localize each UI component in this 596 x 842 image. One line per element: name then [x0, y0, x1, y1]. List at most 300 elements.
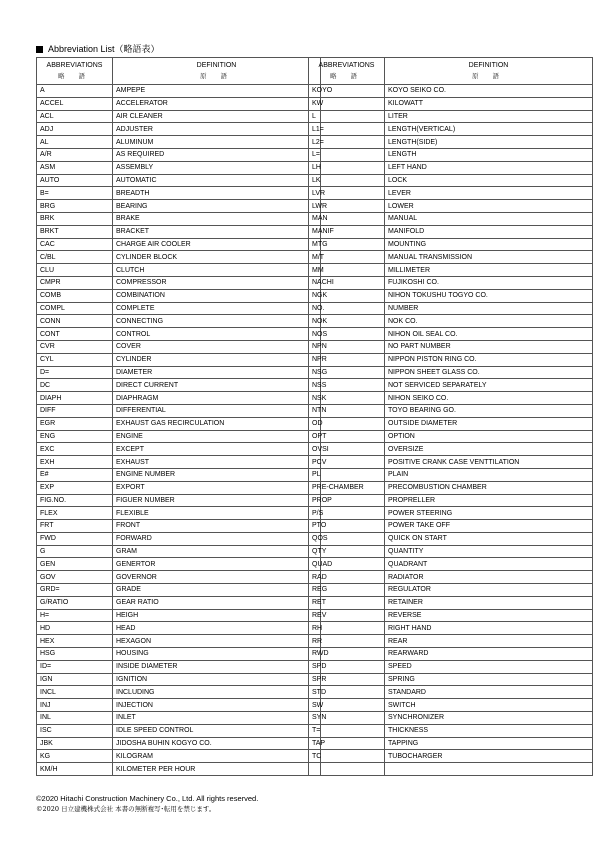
table-row [37, 212, 321, 225]
definition-cell: CYLINDER [113, 353, 321, 366]
definition-header-jp: 原 語 [471, 72, 506, 80]
definition-cell: REARWARD [385, 648, 593, 661]
definition-cell: COMPLETE [113, 302, 321, 315]
abbreviation-cell: G/RATIO [37, 596, 113, 609]
abbreviation-cell: QOS [309, 532, 385, 545]
table-row [309, 532, 593, 545]
table-row [309, 97, 593, 110]
table-row [309, 622, 593, 635]
abbreviation-cell: L= [309, 148, 385, 161]
definition-header-jp: 原 語 [199, 72, 234, 80]
definition-cell: FRONT [113, 520, 321, 533]
table-row [37, 622, 321, 635]
table-row [37, 136, 321, 149]
abbreviation-cell: L2= [309, 136, 385, 149]
table-row [37, 609, 321, 622]
definition-cell: CHARGE AIR COOLER [113, 238, 321, 251]
table-row [37, 315, 321, 328]
abbreviation-cell: NGK [309, 289, 385, 302]
definition-cell: EXHAUST [113, 456, 321, 469]
definition-cell: INCLUDING [113, 686, 321, 699]
definition-cell: ENGINE NUMBER [113, 468, 321, 481]
definition-cell: COMBINATION [113, 289, 321, 302]
abbreviation-cell: CLU [37, 264, 113, 277]
table-row [37, 200, 321, 213]
abbreviation-cell: BRK [37, 212, 113, 225]
table-row [37, 123, 321, 136]
definition-cell: DIAMETER [113, 366, 321, 379]
table-row [37, 392, 321, 405]
table-row [309, 545, 593, 558]
definition-cell: ASSEMBLY [113, 161, 321, 174]
abbreviation-cell: D= [37, 366, 113, 379]
table-row [309, 443, 593, 456]
abbreviation-cell: H= [37, 609, 113, 622]
abbreviation-cell: ID= [37, 660, 113, 673]
table-row [37, 520, 321, 533]
definition-cell: NOK CO. [385, 315, 593, 328]
table-row [309, 136, 593, 149]
definition-cell: NUMBER [385, 302, 593, 315]
abbreviation-cell: PRE-CHAMBER [309, 481, 385, 494]
table-row [309, 558, 593, 571]
definition-cell: LEFT HAND [385, 161, 593, 174]
definition-cell: AS REQUIRED [113, 148, 321, 161]
abbreviation-cell: RH [309, 622, 385, 635]
definition-cell: AUTOMATIC [113, 174, 321, 187]
abbreviation-cell: CONT [37, 328, 113, 341]
table-row [309, 276, 593, 289]
table-row [309, 212, 593, 225]
table-row [37, 737, 321, 750]
abbreviation-cell: NOK [309, 315, 385, 328]
definition-cell: COMPRESSOR [113, 276, 321, 289]
table-row [37, 328, 321, 341]
abbreviation-cell: HD [37, 622, 113, 635]
definition-cell: MANUAL [385, 212, 593, 225]
definition-cell: CONNECTING [113, 315, 321, 328]
copyright-english: ©2020 Hitachi Construction Machinery Co., Ltd. All rights reserved. [36, 794, 259, 803]
definition-cell: FUJIKOSHI CO. [385, 276, 593, 289]
table-row [309, 507, 593, 520]
abbreviation-cell: FRT [37, 520, 113, 533]
definition-cell: EXPORT [113, 481, 321, 494]
table-row [37, 443, 321, 456]
table-row [309, 417, 593, 430]
table-row [37, 404, 321, 417]
table-row [37, 712, 321, 725]
definition-cell: ALUMINUM [113, 136, 321, 149]
abbreviation-cell: INCL [37, 686, 113, 699]
table-row [309, 520, 593, 533]
abbreviation-cell: IGN [37, 673, 113, 686]
abbreviation-cell: DIFF [37, 404, 113, 417]
table-row [37, 558, 321, 571]
table-row [309, 264, 593, 277]
abbreviations-header-label: ABBREVIATIONS [46, 62, 103, 69]
abbreviation-cell: L1= [309, 123, 385, 136]
definition-cell: ADJUSTER [113, 123, 321, 136]
abbreviation-cell: QUAD [309, 558, 385, 571]
table-row [309, 353, 593, 366]
table-row [37, 417, 321, 430]
definition-cell: KOYO SEIKO CO. [385, 85, 593, 98]
table-header-row [37, 58, 321, 85]
table-row [37, 507, 321, 520]
abbreviation-cell: NPR [309, 353, 385, 366]
table-row [309, 596, 593, 609]
abbreviation-cell: L [309, 110, 385, 123]
abbreviation-cell: BRG [37, 200, 113, 213]
abbreviation-cell: OD [309, 417, 385, 430]
table-row [37, 648, 321, 661]
abbreviations-header-jp: 略 語 [57, 72, 92, 80]
table-row [37, 238, 321, 251]
abbreviation-cell: E# [37, 468, 113, 481]
abbreviation-cell: JBK [37, 737, 113, 750]
abbreviation-cell: KG [37, 750, 113, 763]
definition-cell: BRACKET [113, 225, 321, 238]
definition-cell: BREADTH [113, 187, 321, 200]
definition-cell: NIPPON PISTON RING CO. [385, 353, 593, 366]
definition-cell: POWER TAKE OFF [385, 520, 593, 533]
definition-cell: QUICK ON START [385, 532, 593, 545]
abbreviation-cell: GRD= [37, 584, 113, 597]
abbreviation-cell: NOS [309, 328, 385, 341]
abbreviation-cell: COMPL [37, 302, 113, 315]
abbreviation-cell: ISC [37, 724, 113, 737]
definition-cell: OPTION [385, 430, 593, 443]
table-row [309, 174, 593, 187]
table-row [309, 161, 593, 174]
definition-cell: INLET [113, 712, 321, 725]
table-row [37, 264, 321, 277]
abbreviation-cell: HEX [37, 635, 113, 648]
table-row [37, 148, 321, 161]
definition-header-label: DEFINITION [468, 62, 509, 69]
table-row [309, 673, 593, 686]
definition-cell: BEARING [113, 200, 321, 213]
table-row [309, 481, 593, 494]
definition-cell: GRAM [113, 545, 321, 558]
table-row [37, 596, 321, 609]
table-row [309, 763, 593, 776]
abbreviation-cell [309, 763, 385, 776]
abbreviation-cell: PTO [309, 520, 385, 533]
definition-cell: OUTSIDE DIAMETER [385, 417, 593, 430]
abbreviation-cell: FWD [37, 532, 113, 545]
definition-cell: LENGTH(VERTICAL) [385, 123, 593, 136]
table-row [37, 161, 321, 174]
abbreviations-header [37, 58, 113, 85]
definition-cell: NIPPON SHEET GLASS CO. [385, 366, 593, 379]
table-row [37, 110, 321, 123]
abbreviation-cell: CYL [37, 353, 113, 366]
square-bullet-icon [36, 46, 43, 53]
definition-cell: CONTROL [113, 328, 321, 341]
definition-cell: AIR CLEANER [113, 110, 321, 123]
definition-cell: NIHON OIL SEAL CO. [385, 328, 593, 341]
abbreviation-cell: NACHI [309, 276, 385, 289]
abbreviation-cell: PL [309, 468, 385, 481]
definition-cell: QUADRANT [385, 558, 593, 571]
copyright-japanese: ©2020 日立建機株式会社 本書の無断複写･転用を禁じます。 [36, 805, 216, 813]
table-row [37, 750, 321, 763]
table-row [309, 187, 593, 200]
definition-cell: ACCELERATOR [113, 97, 321, 110]
definition-cell: LENGTH [385, 148, 593, 161]
abbreviation-cell: KOYO [309, 85, 385, 98]
definition-cell: DIAPHRAGM [113, 392, 321, 405]
definition-cell: KILOMETER PER HOUR [113, 763, 321, 776]
definition-cell: FIGUER NUMBER [113, 494, 321, 507]
abbreviation-cell: RET [309, 596, 385, 609]
abbreviation-cell: INJ [37, 699, 113, 712]
abbreviation-cell: A [37, 85, 113, 98]
abbreviation-cell: NSS [309, 379, 385, 392]
definition-cell: AMPEPE [113, 85, 321, 98]
definition-cell: LEVER [385, 187, 593, 200]
definition-cell: ENGINE [113, 430, 321, 443]
abbreviation-cell: SPR [309, 673, 385, 686]
definition-cell: SPRING [385, 673, 593, 686]
table-row [309, 225, 593, 238]
abbreviations-header-jp: 略 語 [329, 72, 364, 80]
definition-cell: HEAD [113, 622, 321, 635]
page-title [36, 44, 160, 55]
abbreviation-cell: FIG.NO. [37, 494, 113, 507]
table-row [309, 251, 593, 264]
table-row [309, 404, 593, 417]
abbreviation-cell: C/BL [37, 251, 113, 264]
table-row [309, 468, 593, 481]
abbreviation-cell: RAD [309, 571, 385, 584]
table-row [309, 686, 593, 699]
abbreviation-cell: BRKT [37, 225, 113, 238]
abbreviation-cell: FLEX [37, 507, 113, 520]
table-row [309, 392, 593, 405]
definition-cell: SYNCHRONIZER [385, 712, 593, 725]
abbreviation-cell: MANIF [309, 225, 385, 238]
definition-cell: FORWARD [113, 532, 321, 545]
table-row [37, 302, 321, 315]
definition-cell: COVER [113, 340, 321, 353]
abbreviation-cell: NPN [309, 340, 385, 353]
abbreviation-cell: TAP [309, 737, 385, 750]
definition-cell: LOCK [385, 174, 593, 187]
definition-cell: EXCEPT [113, 443, 321, 456]
abbreviation-cell: NTN [309, 404, 385, 417]
definition-cell: LENGTH(SIDE) [385, 136, 593, 149]
definition-cell: RETAINER [385, 596, 593, 609]
table-row [37, 174, 321, 187]
definition-cell: GENERTOR [113, 558, 321, 571]
abbreviation-cell: RWD [309, 648, 385, 661]
definition-cell [385, 763, 593, 776]
abbreviation-cell: PROP [309, 494, 385, 507]
definition-cell: INJECTION [113, 699, 321, 712]
abbreviation-cell: TC [309, 750, 385, 763]
table-row [309, 85, 593, 98]
table-row [309, 635, 593, 648]
table-row [37, 353, 321, 366]
table-row [37, 763, 321, 776]
definition-cell: TAPPING [385, 737, 593, 750]
definition-cell: STANDARD [385, 686, 593, 699]
abbreviation-cell: MTG [309, 238, 385, 251]
table-row [37, 430, 321, 443]
table-row [37, 686, 321, 699]
abbreviation-cell: EXH [37, 456, 113, 469]
table-header-row [309, 58, 593, 85]
abbreviation-cell: A/R [37, 148, 113, 161]
abbreviation-cell: CMPR [37, 276, 113, 289]
abbreviation-cell: REG [309, 584, 385, 597]
abbreviation-cell: LVR [309, 187, 385, 200]
abbreviation-cell: SPD [309, 660, 385, 673]
table-row [37, 673, 321, 686]
table-row [309, 315, 593, 328]
table-row [37, 724, 321, 737]
definition-cell: SPEED [385, 660, 593, 673]
table-row [37, 85, 321, 98]
definition-cell: CLUTCH [113, 264, 321, 277]
abbreviation-cell: ASM [37, 161, 113, 174]
table-row [37, 379, 321, 392]
table-row [309, 699, 593, 712]
abbreviation-cell: INL [37, 712, 113, 725]
abbreviation-cell: LH [309, 161, 385, 174]
definition-cell: REAR [385, 635, 593, 648]
definition-cell: BRAKE [113, 212, 321, 225]
table-row [37, 571, 321, 584]
table-row [37, 699, 321, 712]
abbreviation-cell: OPT [309, 430, 385, 443]
table-row [309, 430, 593, 443]
definition-cell: PRECOMBUSTION CHAMBER [385, 481, 593, 494]
definition-cell: PROPRELLER [385, 494, 593, 507]
definition-cell: HEXAGON [113, 635, 321, 648]
abbreviation-cell: ACCEL [37, 97, 113, 110]
table-row [309, 148, 593, 161]
abbreviation-cell: OVSI [309, 443, 385, 456]
table-row [37, 494, 321, 507]
table-row [37, 456, 321, 469]
abbreviation-cell: RR [309, 635, 385, 648]
table-row [309, 289, 593, 302]
abbreviation-cell: MAN [309, 212, 385, 225]
definition-cell: IGNITION [113, 673, 321, 686]
table-row [309, 366, 593, 379]
definition-cell: GEAR RATIO [113, 596, 321, 609]
abbreviation-cell: STD [309, 686, 385, 699]
abbreviation-cell: AUTO [37, 174, 113, 187]
table-row [309, 238, 593, 251]
definition-cell: MANUAL TRANSMISSION [385, 251, 593, 264]
table-row [37, 635, 321, 648]
definition-cell: HEIGH [113, 609, 321, 622]
abbreviation-cell: KW [309, 97, 385, 110]
abbreviation-cell: PCV [309, 456, 385, 469]
table-row [309, 737, 593, 750]
abbreviation-cell: NSK [309, 392, 385, 405]
abbreviation-cell: CVR [37, 340, 113, 353]
definition-cell: NO PART NUMBER [385, 340, 593, 353]
table-row [37, 289, 321, 302]
definition-cell: KILOWATT [385, 97, 593, 110]
definition-cell: THICKNESS [385, 724, 593, 737]
table-row [37, 225, 321, 238]
abbreviation-cell: AL [37, 136, 113, 149]
abbreviations-header-label: ABBREVIATIONS [318, 62, 375, 69]
definition-cell: GRADE [113, 584, 321, 597]
abbreviation-cell: NO. [309, 302, 385, 315]
table-row [37, 276, 321, 289]
definition-cell: REGULATOR [385, 584, 593, 597]
definition-cell: REVERSE [385, 609, 593, 622]
abbreviation-cell: HSG [37, 648, 113, 661]
abbreviation-cell: EGR [37, 417, 113, 430]
table-row [309, 648, 593, 661]
abbreviation-cell: REV [309, 609, 385, 622]
definition-cell: NIHON SEIKO CO. [385, 392, 593, 405]
abbreviations-header [309, 58, 385, 85]
table-row [309, 456, 593, 469]
definition-cell: SWITCH [385, 699, 593, 712]
abbreviation-cell: EXP [37, 481, 113, 494]
table-row [37, 251, 321, 264]
definition-cell: TUBOCHARGER [385, 750, 593, 763]
definition-cell: MANIFOLD [385, 225, 593, 238]
table-row [37, 584, 321, 597]
table-row [309, 110, 593, 123]
definition-cell: DIFFERENTIAL [113, 404, 321, 417]
abbreviation-cell: ADJ [37, 123, 113, 136]
abbreviation-table-left [36, 57, 321, 776]
definition-cell: RIGHT HAND [385, 622, 593, 635]
definition-header [385, 58, 593, 85]
definition-cell: CYLINDER BLOCK [113, 251, 321, 264]
abbreviation-cell: KM/H [37, 763, 113, 776]
definition-cell: LITER [385, 110, 593, 123]
definition-cell: IDLE SPEED CONTROL [113, 724, 321, 737]
abbreviation-cell: P/S [309, 507, 385, 520]
abbreviation-cell: SW [309, 699, 385, 712]
table-row [37, 97, 321, 110]
table-row [37, 660, 321, 673]
definition-cell: RADIATOR [385, 571, 593, 584]
table-row [309, 750, 593, 763]
definition-cell: KILOGRAM [113, 750, 321, 763]
table-row [309, 712, 593, 725]
abbreviation-cell: T= [309, 724, 385, 737]
table-row [309, 609, 593, 622]
table-row [37, 187, 321, 200]
table-row [37, 545, 321, 558]
definition-cell: HOUSING [113, 648, 321, 661]
definition-cell: POSITIVE CRANK CASE VENTTILATION [385, 456, 593, 469]
definition-cell: QUANTITY [385, 545, 593, 558]
abbreviation-cell: EXC [37, 443, 113, 456]
abbreviation-cell: QTY [309, 545, 385, 558]
abbreviation-cell: GOV [37, 571, 113, 584]
definition-cell: JIDOSHA BUHIN KOGYO CO. [113, 737, 321, 750]
abbreviation-cell: ENG [37, 430, 113, 443]
table-row [309, 123, 593, 136]
definition-cell: NOT SERVICED SEPARATELY [385, 379, 593, 392]
table-row [309, 302, 593, 315]
abbreviation-cell: GEN [37, 558, 113, 571]
